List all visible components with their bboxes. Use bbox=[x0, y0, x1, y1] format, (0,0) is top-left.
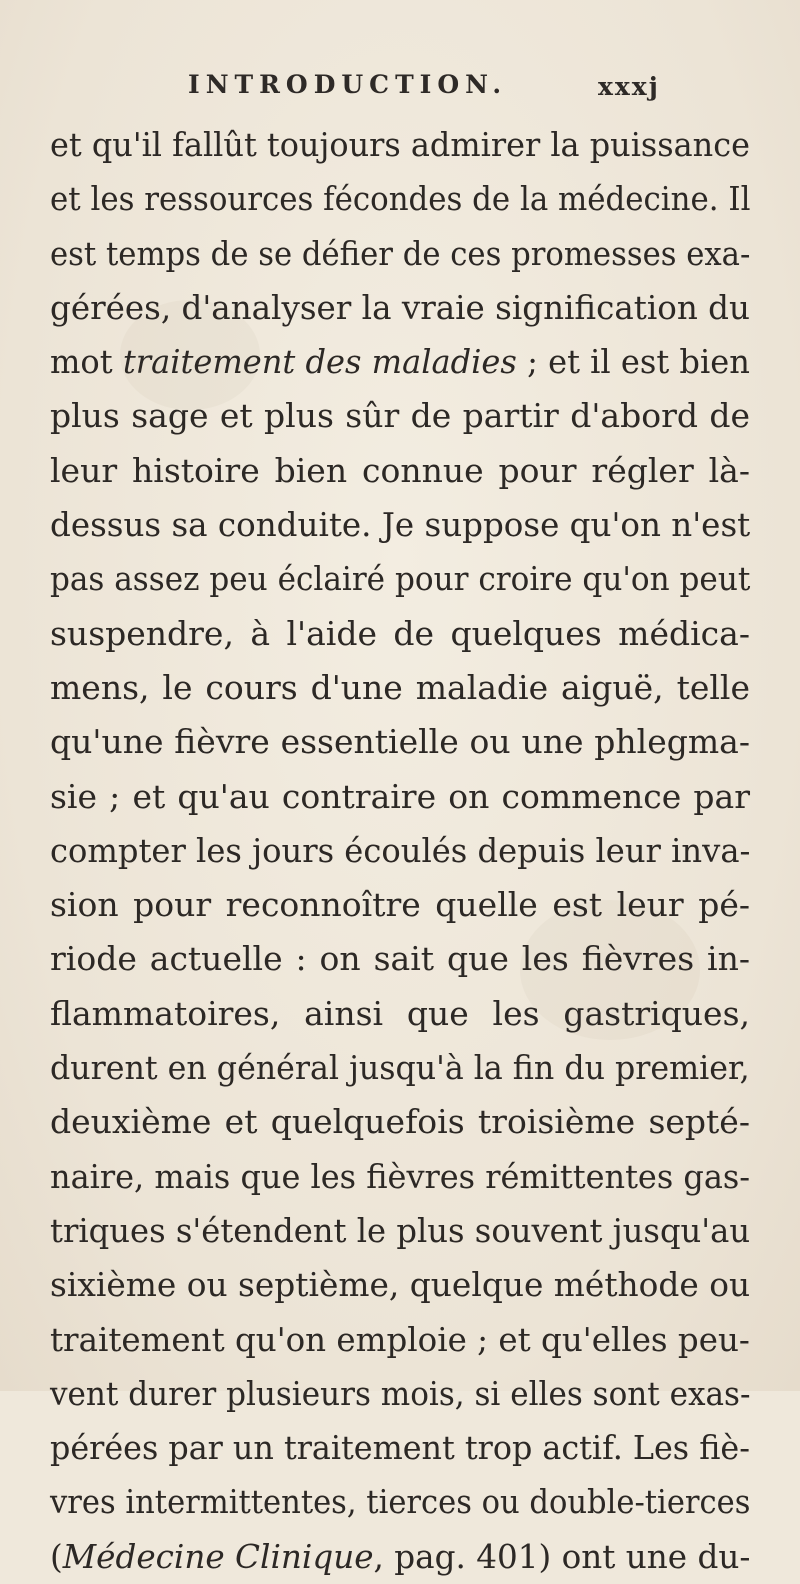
page-header bbox=[0, 70, 800, 110]
text-segment: sie ; et qu'au contraire on commence par bbox=[50, 776, 750, 816]
text-segment: et qu'il fallût toujours admirer la puissance bbox=[50, 125, 750, 164]
text-segment: durent en général jusqu'à la fin du premier, bbox=[50, 1048, 750, 1088]
text-line bbox=[50, 987, 750, 1041]
text-segment: qu'une fièvre essentielle ou une phlegma- bbox=[50, 722, 750, 762]
text-line bbox=[50, 770, 750, 824]
text-segment: pérées par un traitement trop actif. Les fiè- bbox=[50, 1428, 750, 1468]
text-line bbox=[50, 389, 750, 443]
text-segment: pas assez peu éclairé pour croire qu'on peut bbox=[50, 559, 751, 599]
text-line bbox=[50, 227, 750, 281]
text-line bbox=[50, 607, 750, 661]
text-line bbox=[50, 552, 750, 606]
text-line bbox=[50, 932, 750, 986]
text-line bbox=[50, 1204, 750, 1258]
text-line bbox=[50, 281, 750, 335]
text-segment: triques s'étendent le plus souvent jusqu'au bbox=[50, 1210, 751, 1250]
text-line bbox=[50, 172, 750, 226]
text-segment: ; et il est bien bbox=[516, 342, 750, 382]
text-segment: riode actuelle : on sait que les fièvres in- bbox=[50, 939, 750, 979]
text-segment: sion pour reconnoître quelle est leur pé- bbox=[50, 885, 750, 925]
text-segment: plus sage et plus sûr de partir d'abord de bbox=[50, 396, 750, 436]
text-segment: suspendre, à l'aide de quelques médica- bbox=[50, 613, 750, 653]
text-segment: naire, mais que les fièvres rémittentes gas- bbox=[50, 1156, 751, 1196]
text-segment: flammatoires, ainsi que les gastriques, bbox=[50, 993, 750, 1033]
text-line bbox=[50, 1150, 750, 1204]
italic-text: traitement des maladies bbox=[122, 342, 517, 382]
text-segment: , pag. 401) ont une du- bbox=[373, 1536, 751, 1576]
running-head: INTRODUCTION. bbox=[188, 70, 508, 99]
text-line bbox=[50, 498, 750, 552]
text-segment: ( bbox=[50, 1536, 63, 1576]
text-line bbox=[50, 1421, 750, 1475]
text-segment: sixième ou septième, quelque méthode ou bbox=[50, 1265, 751, 1305]
text-segment: est temps de se défier de ces promesses exa- bbox=[50, 233, 751, 273]
text-segment: vent durer plusieurs mois, si elles sont exas- bbox=[50, 1373, 751, 1413]
text-line bbox=[50, 824, 750, 878]
text-segment: mot bbox=[50, 342, 123, 382]
text-segment: mens, le cours d'une maladie aiguë, telle bbox=[50, 667, 750, 707]
text-segment: et les ressources fécondes de la médecine. Il bbox=[50, 179, 751, 219]
text-line bbox=[50, 1258, 750, 1312]
text-segment: vres intermittentes, tierces ou double-tierces bbox=[50, 1482, 751, 1522]
body-text bbox=[50, 118, 750, 1584]
text-line bbox=[50, 1313, 750, 1367]
italic-text: Médecine Clinique bbox=[62, 1536, 374, 1576]
text-line bbox=[50, 444, 750, 498]
text-segment: deuxième et quelquefois troisième septé- bbox=[50, 1102, 750, 1142]
text-line bbox=[50, 1530, 750, 1584]
page-number: xxxj bbox=[598, 72, 660, 101]
text-line bbox=[50, 715, 750, 769]
text-segment: gérées, d'analyser la vraie signification du bbox=[50, 287, 750, 327]
text-segment: leur histoire bien connue pour régler là- bbox=[50, 450, 750, 490]
text-line bbox=[50, 1367, 750, 1421]
text-line bbox=[50, 1095, 750, 1149]
text-line bbox=[50, 1041, 750, 1095]
text-segment: compter les jours écoulés depuis leur inva- bbox=[50, 830, 751, 870]
text-line bbox=[50, 1475, 750, 1529]
text-line bbox=[50, 661, 750, 715]
text-segment: dessus sa conduite. Je suppose qu'on n'est bbox=[50, 505, 751, 545]
text-line bbox=[50, 335, 750, 389]
text-line bbox=[50, 118, 750, 172]
text-segment: traitement qu'on emploie ; et qu'elles peu- bbox=[50, 1319, 750, 1359]
text-line bbox=[50, 878, 750, 932]
